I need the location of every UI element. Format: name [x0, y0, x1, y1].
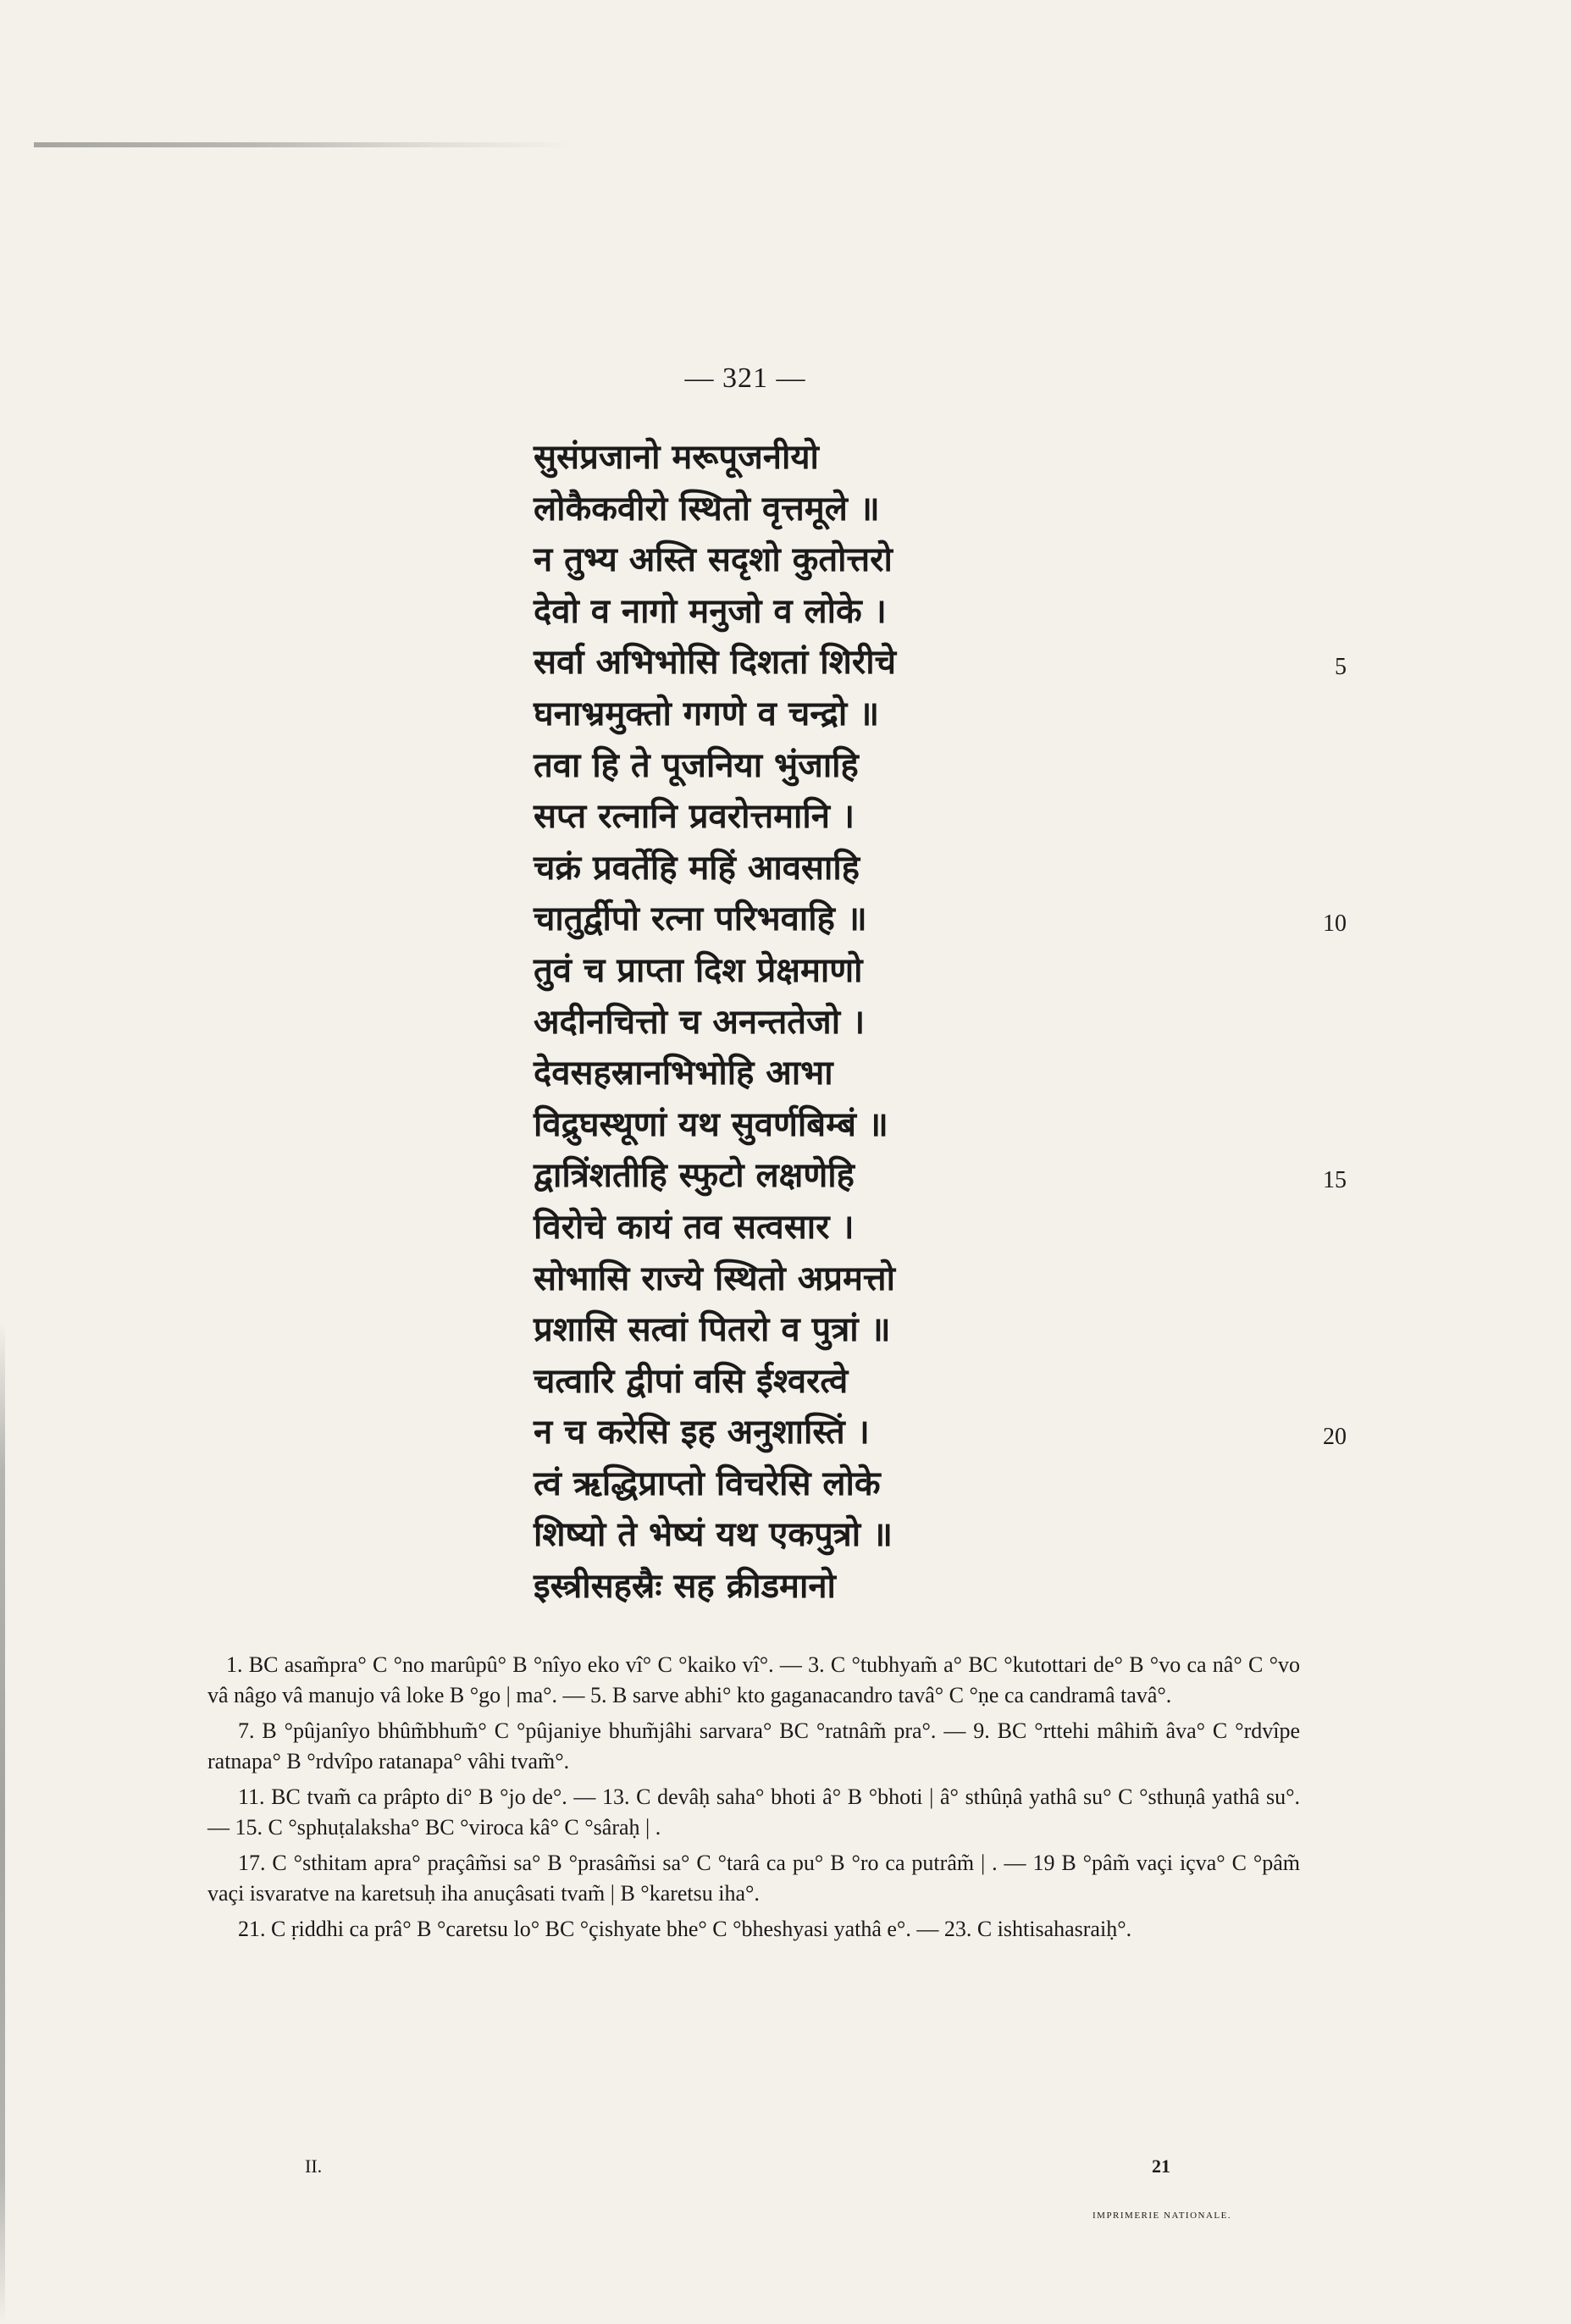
page-number: — 321 —	[684, 362, 806, 394]
verse-line: त्वं ऋद्धिप्राप्तो विचरेसि लोके	[534, 1464, 881, 1503]
verse-line: देवो व नागो मनुजो व लोके ।	[534, 591, 887, 631]
verse-line: प्रशासि सत्वां पितरो व पुत्रां ॥	[534, 1310, 891, 1350]
verse-line: विरोचे कायं तव सत्वसार ।	[534, 1207, 855, 1247]
verse-line: तवा हि ते पूजनिया भुंजाहि	[534, 745, 859, 785]
line-number-marker: 15	[1323, 1167, 1347, 1193]
binding-edge-shadow	[0, 1321, 5, 2324]
verse-line: चक्रं प्रवर्तेहि महिं आवसाहि	[534, 848, 860, 888]
verse-line: सोभासि राज्ये स्थितो अप्रमत्तो	[534, 1259, 895, 1298]
verse-line: चत्वारि द्वीपां वसि ईश्वरत्वे	[534, 1361, 849, 1401]
footnote-paragraph: 7. B °pûjanîyo bhûm̃bhum̃° C °pûjaniye bhum̃jâhi sarvara° BC °ratnâm̃ pra°. — 9. BC °rttehi mâhim̃ âva° C °rdvîpe ratnapa° B °rdvîpo ratanapa° vâhi tvam̃°.	[207, 1718, 1300, 1773]
verse-line: न तुभ्य अस्ति सदृशो कुतोत्तरो	[534, 540, 893, 580]
verse-line: चातुर्द्वीपो रत्ना परिभवाहि ॥	[534, 899, 867, 939]
sheet-signature: 21	[1152, 2155, 1170, 2177]
verse-line: सर्वा अभिभोसि दिशतां शिरीचे	[534, 643, 896, 683]
sanskrit-verse-block	[534, 432, 1126, 1613]
verse-line: लोकैकवीरो स्थितो वृत्तमूले ॥	[534, 489, 880, 528]
footnote-paragraph: 21. C ṛiddhi ca prâ° B °caretsu lo° BC °çishyate bhe° C °bheshyasi yathâ e°. — 23. C ishtisahasraiḥ°.	[238, 1917, 1132, 1941]
volume-signature: II.	[305, 2155, 323, 2177]
footnote-paragraph: 17. C °sthitam apra° praçâm̃si sa° B °prasâm̃si sa° C °tarâ ca pu° B °ro ca putrâm̃ | . — 19 B °pâm̃ vaçi içva° C °pâm̃ vaçi isvaratve na karetsuḥ iha anuçâsati tvam̃ | B °karetsu iha°.	[207, 1851, 1300, 1906]
printer-imprint: IMPRIMERIE NATIONALE.	[1093, 2211, 1232, 2221]
verse-line: सप्त रत्नानि प्रवरोत्तमानि ।	[534, 797, 855, 837]
verse-line: तुवं च प्राप्ता दिश प्रेक्षमाणो	[534, 950, 863, 990]
verse-line: शिष्यो ते भेष्यं यथ एकपुत्रो ॥	[534, 1515, 893, 1555]
footnote-paragraph: 1. BC asam̃pra° C °no marûpû° B °nîyo eko vî° C °kaiko vî°. — 3. C °tubhyam̃ a° BC °kutottari de° B °vo ca nâ° C °vo vâ nâgo vâ manujo vâ loke B °go | ma°. — 5. B sarve abhi° kto gaganacandro tavâ° C °ṇe ca candramâ tavâ°.	[207, 1652, 1300, 1707]
line-number-marker: 10	[1323, 910, 1347, 937]
paper-scratch-mark	[34, 142, 576, 147]
verse-line: देवसहस्रानभिभोहि आभा	[534, 1054, 833, 1093]
footnote-paragraph: 11. BC tvam̃ ca prâpto di° B °jo de°. — 13. C devâḥ saha° bhoti â° B °bhoti | â° sthûṇâ yathâ su° C °sthuṇâ yathâ su°. — 15. C °sphuṭalaksha° BC °viroca kâ° C °sâraḥ | .	[207, 1784, 1300, 1840]
verse-line: घनाभ्रमुक्तो गगणे व चन्द्रो ॥	[534, 694, 880, 733]
verse-line: अदीनचित्तो च अनन्ततेजो ।	[534, 1002, 866, 1042]
verse-line: द्वात्रिंशतीहि स्फुटो लक्षणेहि	[534, 1156, 855, 1196]
verse-line: इस्त्रीसहस्रैः सह क्रीडमानो	[534, 1567, 836, 1607]
line-number-marker: 5	[1335, 654, 1347, 680]
verse-line: विद्रुघस्थूणां यथ सुवर्णबिम्बं ॥	[534, 1104, 888, 1144]
verse-line: सुसंप्रजानो मरूपूजनीयो	[534, 438, 819, 477]
verse-line: न च करेसि इह अनुशास्तिं ।	[534, 1413, 870, 1452]
critical-apparatus-notes	[207, 1650, 1300, 1950]
line-number-marker: 20	[1323, 1424, 1347, 1450]
